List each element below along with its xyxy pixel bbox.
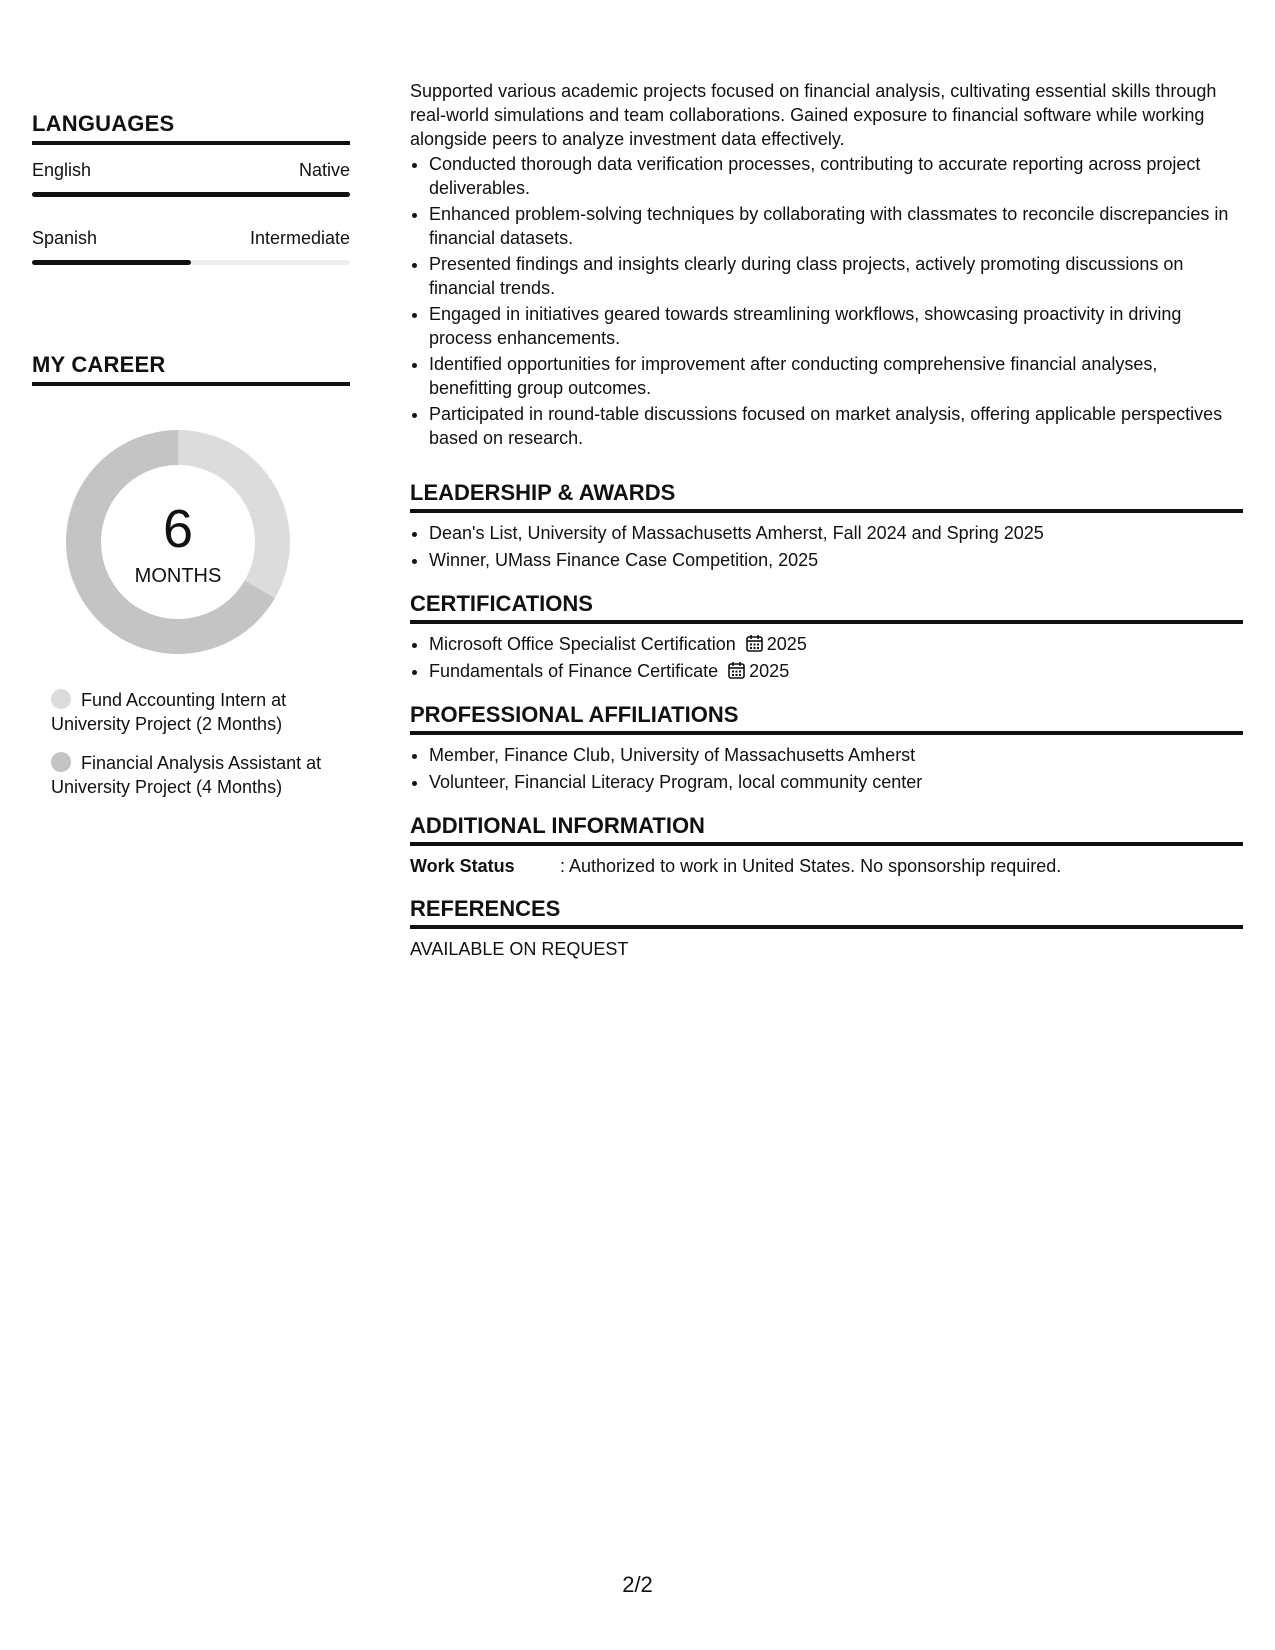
career-legend-item	[51, 751, 331, 799]
list-item: • Engaged in initiatives geared towards streamlining workflows, showcasing proactivity in driving process enhancements.	[429, 302, 1243, 350]
career-donut-chart	[66, 430, 290, 654]
list-item: • Presented findings and insights clearly during class projects, actively promoting discussions on financial trends.	[429, 252, 1243, 300]
experience-bullets	[410, 152, 1243, 452]
calendar-icon	[746, 634, 763, 652]
list-item: • Conducted thorough data verification processes, contributing to accurate reporting across project deliverables.	[429, 152, 1243, 200]
career-total-unit: MONTHS	[134, 565, 222, 587]
language-name: English	[32, 160, 92, 180]
certification-year: 2025	[749, 661, 790, 681]
language-proficiency-bar	[32, 192, 350, 197]
certification-name: Fundamentals of Finance Certificate	[429, 661, 719, 681]
page-number: 2/2	[622, 1572, 653, 1597]
list-item: • Dean's List, University of Massachusetts Amherst, Fall 2024 and Spring 2025	[429, 521, 1243, 545]
affiliations-section	[410, 702, 1243, 797]
list-item	[429, 659, 1243, 683]
additional-info-section	[410, 813, 1243, 878]
language-name: Spanish	[32, 228, 98, 248]
certifications-section	[410, 591, 1243, 686]
language-proficiency-fill	[32, 260, 191, 265]
work-status-value: : Authorized to work in United States. No sponsorship required.	[560, 856, 1062, 876]
career-total-months: 6	[162, 499, 194, 559]
certification-name: Microsoft Office Specialist Certification	[429, 634, 736, 654]
references-text: AVAILABLE ON REQUEST	[410, 939, 629, 959]
legend-label: Financial Analysis Assistant at University Project (4 Months)	[51, 753, 322, 797]
language-level: Native	[298, 160, 350, 180]
list-item: • Member, Finance Club, University of Massachusetts Amherst	[429, 743, 1243, 767]
legend-swatch	[51, 689, 71, 709]
languages-heading: LANGUAGES	[32, 111, 350, 145]
list-item: • Winner, UMass Finance Case Competition, 2025	[429, 548, 1243, 572]
section-title: REFERENCES	[410, 896, 1243, 929]
legend-swatch	[51, 752, 71, 772]
career-heading: MY CAREER	[32, 352, 350, 386]
language-proficiency-bar	[32, 260, 350, 265]
language-level: Intermediate	[249, 228, 350, 248]
list-item: • Identified opportunities for improvement after conducting comprehensive financial analyses, benefitting group outcomes.	[429, 352, 1243, 400]
language-proficiency-fill	[32, 192, 350, 197]
experience-summary: Supported various academic projects focused on financial analysis, cultivating essential skills through real-world simulations and team collaborations. Gained exposure to financial software while working alongside peers to analyze investment data effectively.	[410, 81, 1217, 149]
leadership-section	[410, 480, 1243, 575]
certification-year: 2025	[766, 634, 807, 654]
section-title: LEADERSHIP & AWARDS	[410, 480, 1243, 513]
list-item	[429, 632, 1243, 656]
legend-label: Fund Accounting Intern at University Project (2 Months)	[51, 690, 287, 734]
list-item: • Participated in round-table discussions focused on market analysis, offering applicable perspectives based on research.	[429, 402, 1243, 450]
work-status-row	[410, 854, 1243, 878]
section-title: CERTIFICATIONS	[410, 591, 1243, 624]
career-legend-item	[51, 688, 331, 736]
list-item: • Volunteer, Financial Literacy Program, local community center	[429, 770, 1243, 794]
section-title: ADDITIONAL INFORMATION	[410, 813, 1243, 846]
calendar-icon	[728, 661, 745, 679]
work-status-label: Work Status	[410, 856, 515, 876]
references-section	[410, 896, 1243, 961]
section-title: PROFESSIONAL AFFILIATIONS	[410, 702, 1243, 735]
list-item: • Enhanced problem-solving techniques by collaborating with classmates to reconcile discrepancies in financial datasets.	[429, 202, 1243, 250]
